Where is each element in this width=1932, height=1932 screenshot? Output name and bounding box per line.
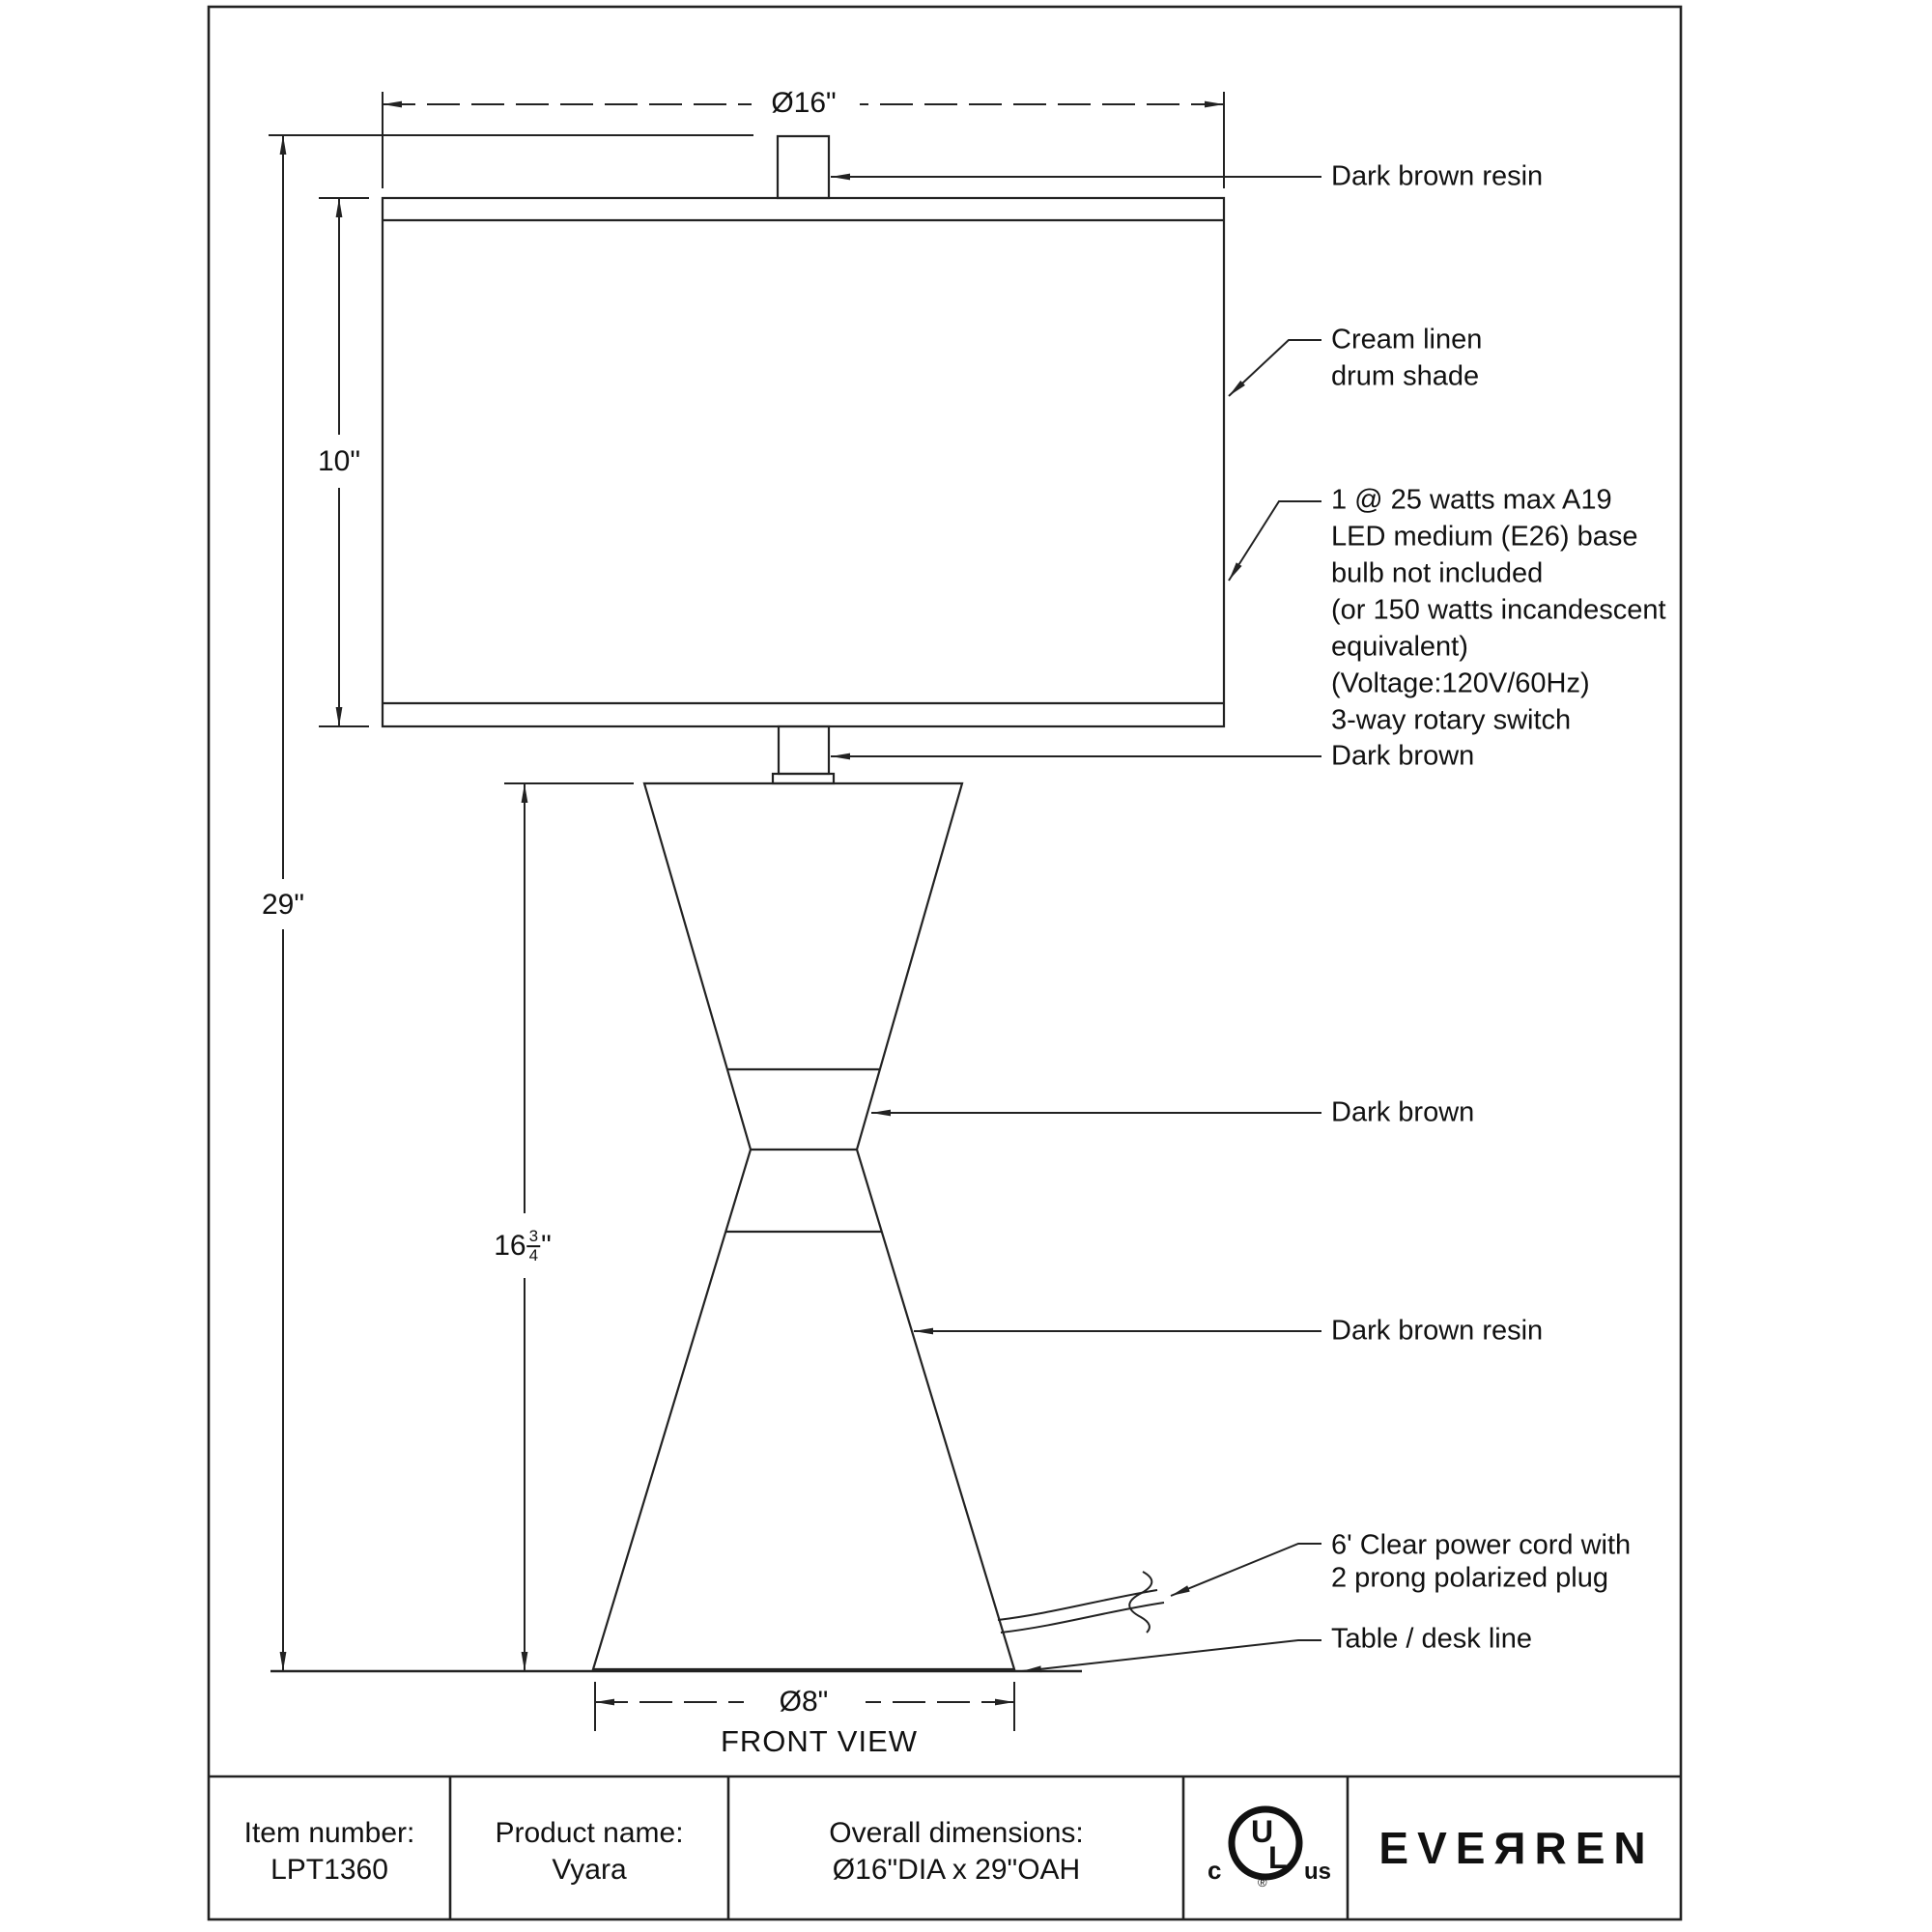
annotation-bulb-line1: 1 @ 25 watts max A19 <box>1331 484 1612 516</box>
annotation-bulb-line3: bulb not included <box>1331 557 1544 589</box>
annotation-bulb-line6: (Voltage:120V/60Hz) <box>1331 668 1590 699</box>
annotation-bulb-line2: LED medium (E26) base <box>1331 521 1638 553</box>
finial-outline <box>778 136 829 198</box>
ul-c: c <box>1208 1856 1222 1885</box>
ul-registered: ® <box>1258 1875 1267 1889</box>
annotation-finial: Dark brown resin <box>1331 160 1544 192</box>
dim-overall-height: 29" <box>261 889 305 921</box>
product-name-value: Vyara <box>552 1854 627 1886</box>
ul-u: U <box>1251 1814 1274 1849</box>
dim-body-height-whole: 16 <box>494 1230 526 1262</box>
cord-break-mark <box>1129 1572 1151 1633</box>
cul-us-certification-icon <box>1208 1809 1331 1889</box>
annotation-waist: Dark brown <box>1331 1096 1475 1128</box>
drum-shade-outline <box>383 198 1224 726</box>
annotation-bulb-line4: (or 150 watts incandescent <box>1331 594 1666 626</box>
annotation-table-line: Table / desk line <box>1331 1623 1532 1655</box>
item-number-value: LPT1360 <box>270 1854 388 1886</box>
dim-shade-height: 10" <box>317 445 361 477</box>
ul-us: us <box>1304 1859 1332 1885</box>
annotation-shade-line2: drum shade <box>1331 360 1480 392</box>
leader-lines <box>831 177 1321 1671</box>
dim-body-height-unit: " <box>541 1230 552 1262</box>
annotation-bulb-line7: 3-way rotary switch <box>1331 704 1572 736</box>
dim-shade-diameter: Ø16" <box>771 87 837 119</box>
front-view-label: FRONT VIEW <box>720 1724 919 1758</box>
overall-dimensions-label: Overall dimensions: <box>829 1817 1084 1849</box>
extension-lines <box>269 92 1224 1731</box>
brand-logo: EVEЯREN <box>1378 1823 1655 1873</box>
dim-body-height-fraction: $\frac{3}{4}$ <box>528 1227 539 1264</box>
overall-dimensions-value: Ø16"DIA x 29"OAH <box>832 1854 1081 1886</box>
product-name-label: Product name: <box>495 1817 684 1849</box>
neck-outline <box>773 726 834 783</box>
power-cord <box>998 1572 1164 1633</box>
item-number-label: Item number: <box>243 1817 415 1849</box>
annotation-body: Dark brown resin <box>1331 1315 1544 1347</box>
dim-body-height <box>494 1228 552 1264</box>
annotation-neck: Dark brown <box>1331 740 1475 772</box>
annotation-cord-line1: 6' Clear power cord with <box>1331 1529 1632 1561</box>
annotation-bulb-line5: equivalent) <box>1331 631 1468 663</box>
annotation-shade-line1: Cream linen <box>1331 324 1483 355</box>
ul-l: L <box>1268 1840 1288 1875</box>
annotation-cord-line2: 2 prong polarized plug <box>1331 1562 1608 1594</box>
dimension-lines <box>283 104 1224 1702</box>
lamp-body-outline <box>593 783 1014 1669</box>
dim-base-diameter: Ø8" <box>779 1686 829 1718</box>
